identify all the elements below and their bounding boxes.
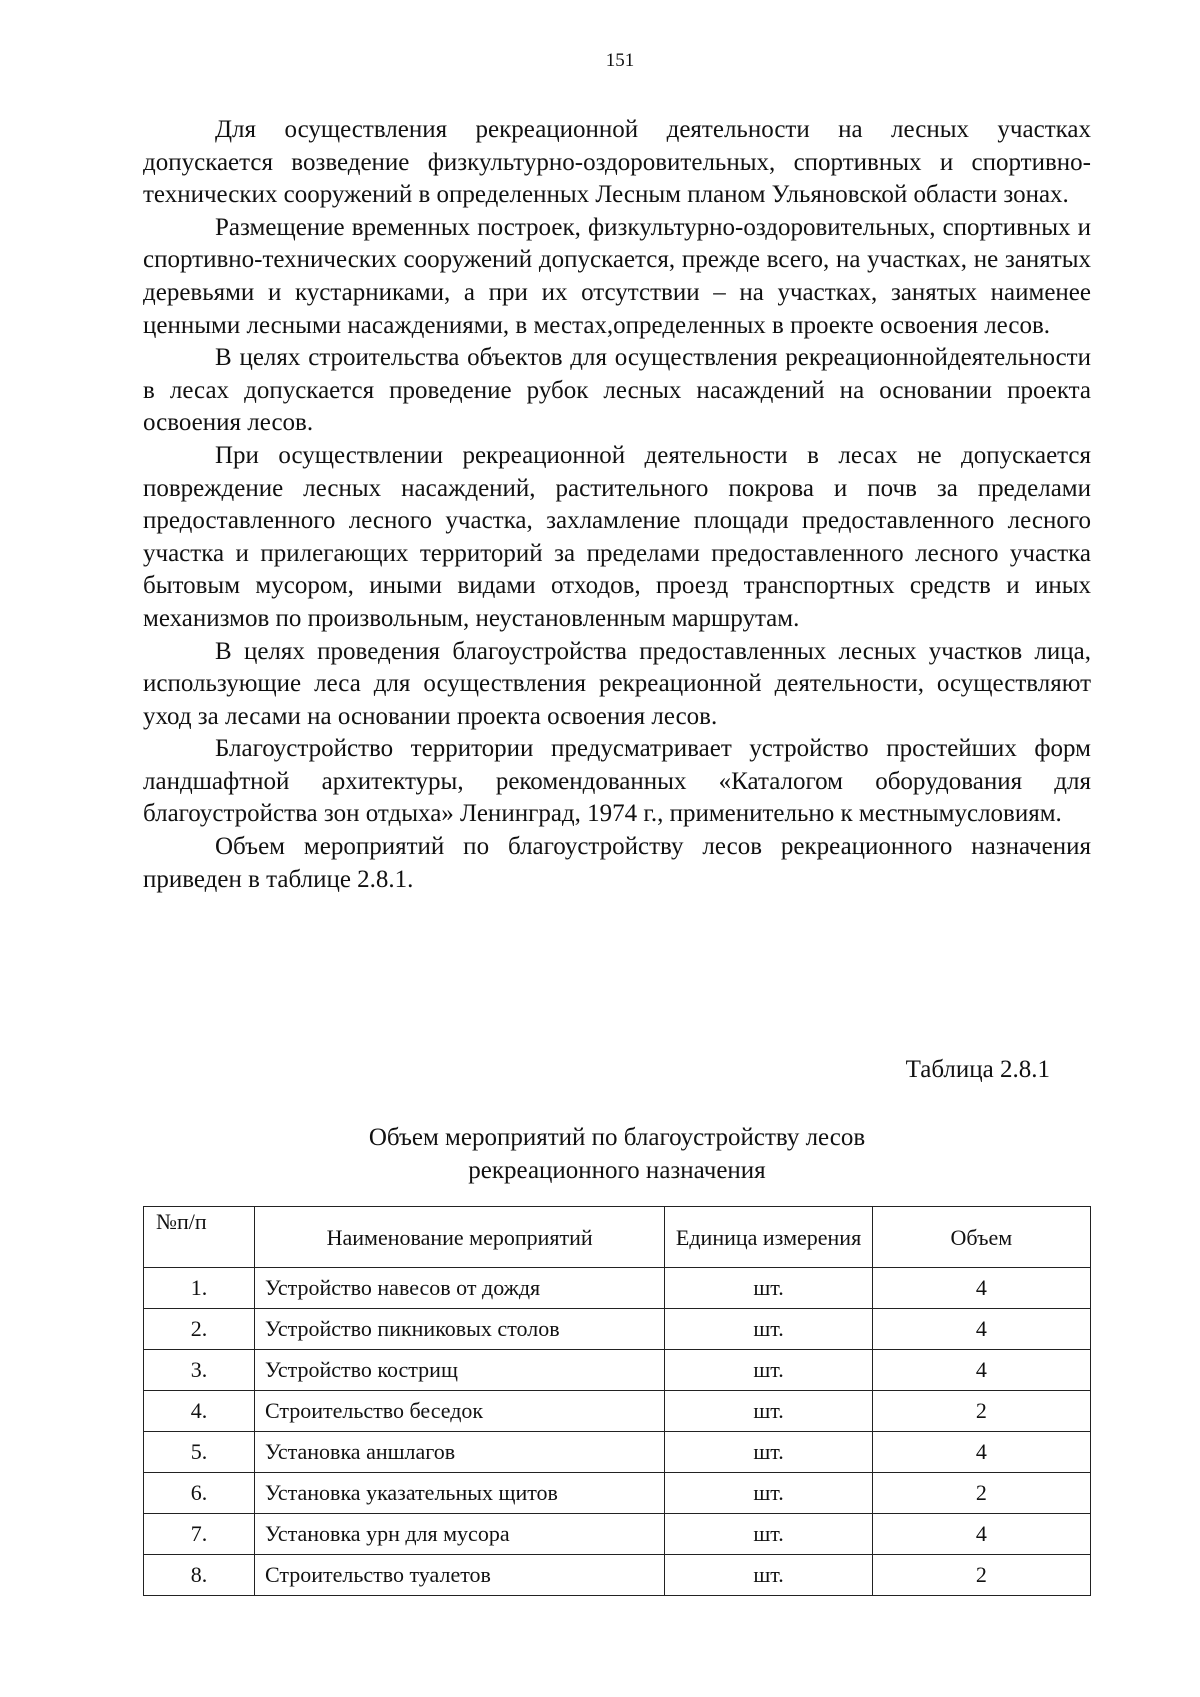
row-unit: шт. [665,1350,872,1391]
measures-table [143,1206,1091,1596]
row-volume: 4 [872,1350,1090,1391]
row-unit: шт. [665,1309,872,1350]
row-unit: шт. [665,1391,872,1432]
table-row [144,1432,1091,1473]
row-num: 7. [144,1514,255,1555]
row-name: Установка аншлагов [254,1432,664,1473]
row-num: 4. [144,1391,255,1432]
table-header-row [144,1207,1091,1268]
row-num: 8. [144,1555,255,1596]
row-name: Устройство пикниковых столов [254,1309,664,1350]
paragraph-6: Благоустройство территории предусматривает устройство простейших форм ландшафтной архитектуры, рекомендованных «Каталогом оборудования для благоустройства зон отдыха» Ленинград, 1974 г., применительно к местнымусловиям. [143,735,1091,828]
table-row [144,1555,1091,1596]
paragraph-5: В целях проведения благоустройства предоставленных лесных участков лица, использующие леса для осуществления рекреационной деятельности, осуществляют уход за лесами на основании проекта освоения лесов. [143,637,1091,730]
row-unit: шт. [665,1268,872,1309]
row-volume: 4 [872,1432,1090,1473]
table-title [143,1121,1091,1187]
table-row [144,1350,1091,1391]
row-name: Строительство туалетов [254,1555,664,1596]
row-unit: шт. [665,1555,872,1596]
row-volume: 2 [872,1473,1090,1514]
paragraph-4: При осуществлении рекреационной деятельности в лесах не допускается повреждение лесных насаждений, растительного покрова и почв за пределами предоставленного лесного участка, захламление площади предоставленного лесного участка и прилегающих территорий за пределами предоставленного лесного участка бытовым мусором, иными видами отходов, проезд транспортных средств и иных механизмов по произвольным, неустановленным маршрутам. [143,441,1091,632]
row-num: 5. [144,1432,255,1473]
row-name: Устройство кострищ [254,1350,664,1391]
row-volume: 2 [872,1391,1090,1432]
row-unit: шт. [665,1514,872,1555]
row-volume: 4 [872,1268,1090,1309]
header-unit: Единица измерения [665,1207,872,1268]
paragraph-7: Объем мероприятий по благоустройству лесов рекреационного назначения приведен в таблице 2.8.1. [143,833,1091,893]
row-volume: 4 [872,1514,1090,1555]
row-unit: шт. [665,1432,872,1473]
table-title-line-2: рекреационного назначения [468,1157,766,1184]
table-row [144,1514,1091,1555]
paragraph-2: Размещение временных построек, физкультурно-оздоровительных, спортивных и спортивно-технических сооружений допускается, прежде всего, на участках, не занятых деревьями и кустарниками, а при их отсутствии – на участках, занятых наименее ценными лесными насаждениями, в местах,определенных в проекте освоения лесов. [143,213,1091,339]
table-row [144,1268,1091,1309]
table-row [144,1473,1091,1514]
row-name: Устройство навесов от дождя [254,1268,664,1309]
page-number: 151 [605,50,635,71]
table-label: Таблица 2.8.1 [905,1056,1050,1083]
body-text [143,114,1091,896]
row-volume: 4 [872,1309,1090,1350]
header-volume: Объем [872,1207,1090,1268]
header-num: №п/п [144,1207,255,1268]
row-name: Установка указательных щитов [254,1473,664,1514]
row-unit: шт. [665,1473,872,1514]
row-name: Установка урн для мусора [254,1514,664,1555]
row-num: 6. [144,1473,255,1514]
row-num: 2. [144,1309,255,1350]
row-name: Строительство беседок [254,1391,664,1432]
table-row [144,1391,1091,1432]
paragraph-1: Для осуществления рекреационной деятельности на лесных участках допускается возведение физкультурно-оздоровительных, спортивных и спортивно-технических сооружений в определенных Лесным планом Ульяновской области зонах. [143,116,1091,209]
row-volume: 2 [872,1555,1090,1596]
row-num: 3. [144,1350,255,1391]
table-row [144,1309,1091,1350]
header-name: Наименование мероприятий [254,1207,664,1268]
paragraph-3: В целях строительства объектов для осуществления рекреационнойдеятельности в лесах допускается проведение рубок лесных насаждений на основании проекта освоения лесов. [143,344,1091,437]
row-num: 1. [144,1268,255,1309]
table-title-line-1: Объем мероприятий по благоустройству лесов [368,1124,866,1151]
